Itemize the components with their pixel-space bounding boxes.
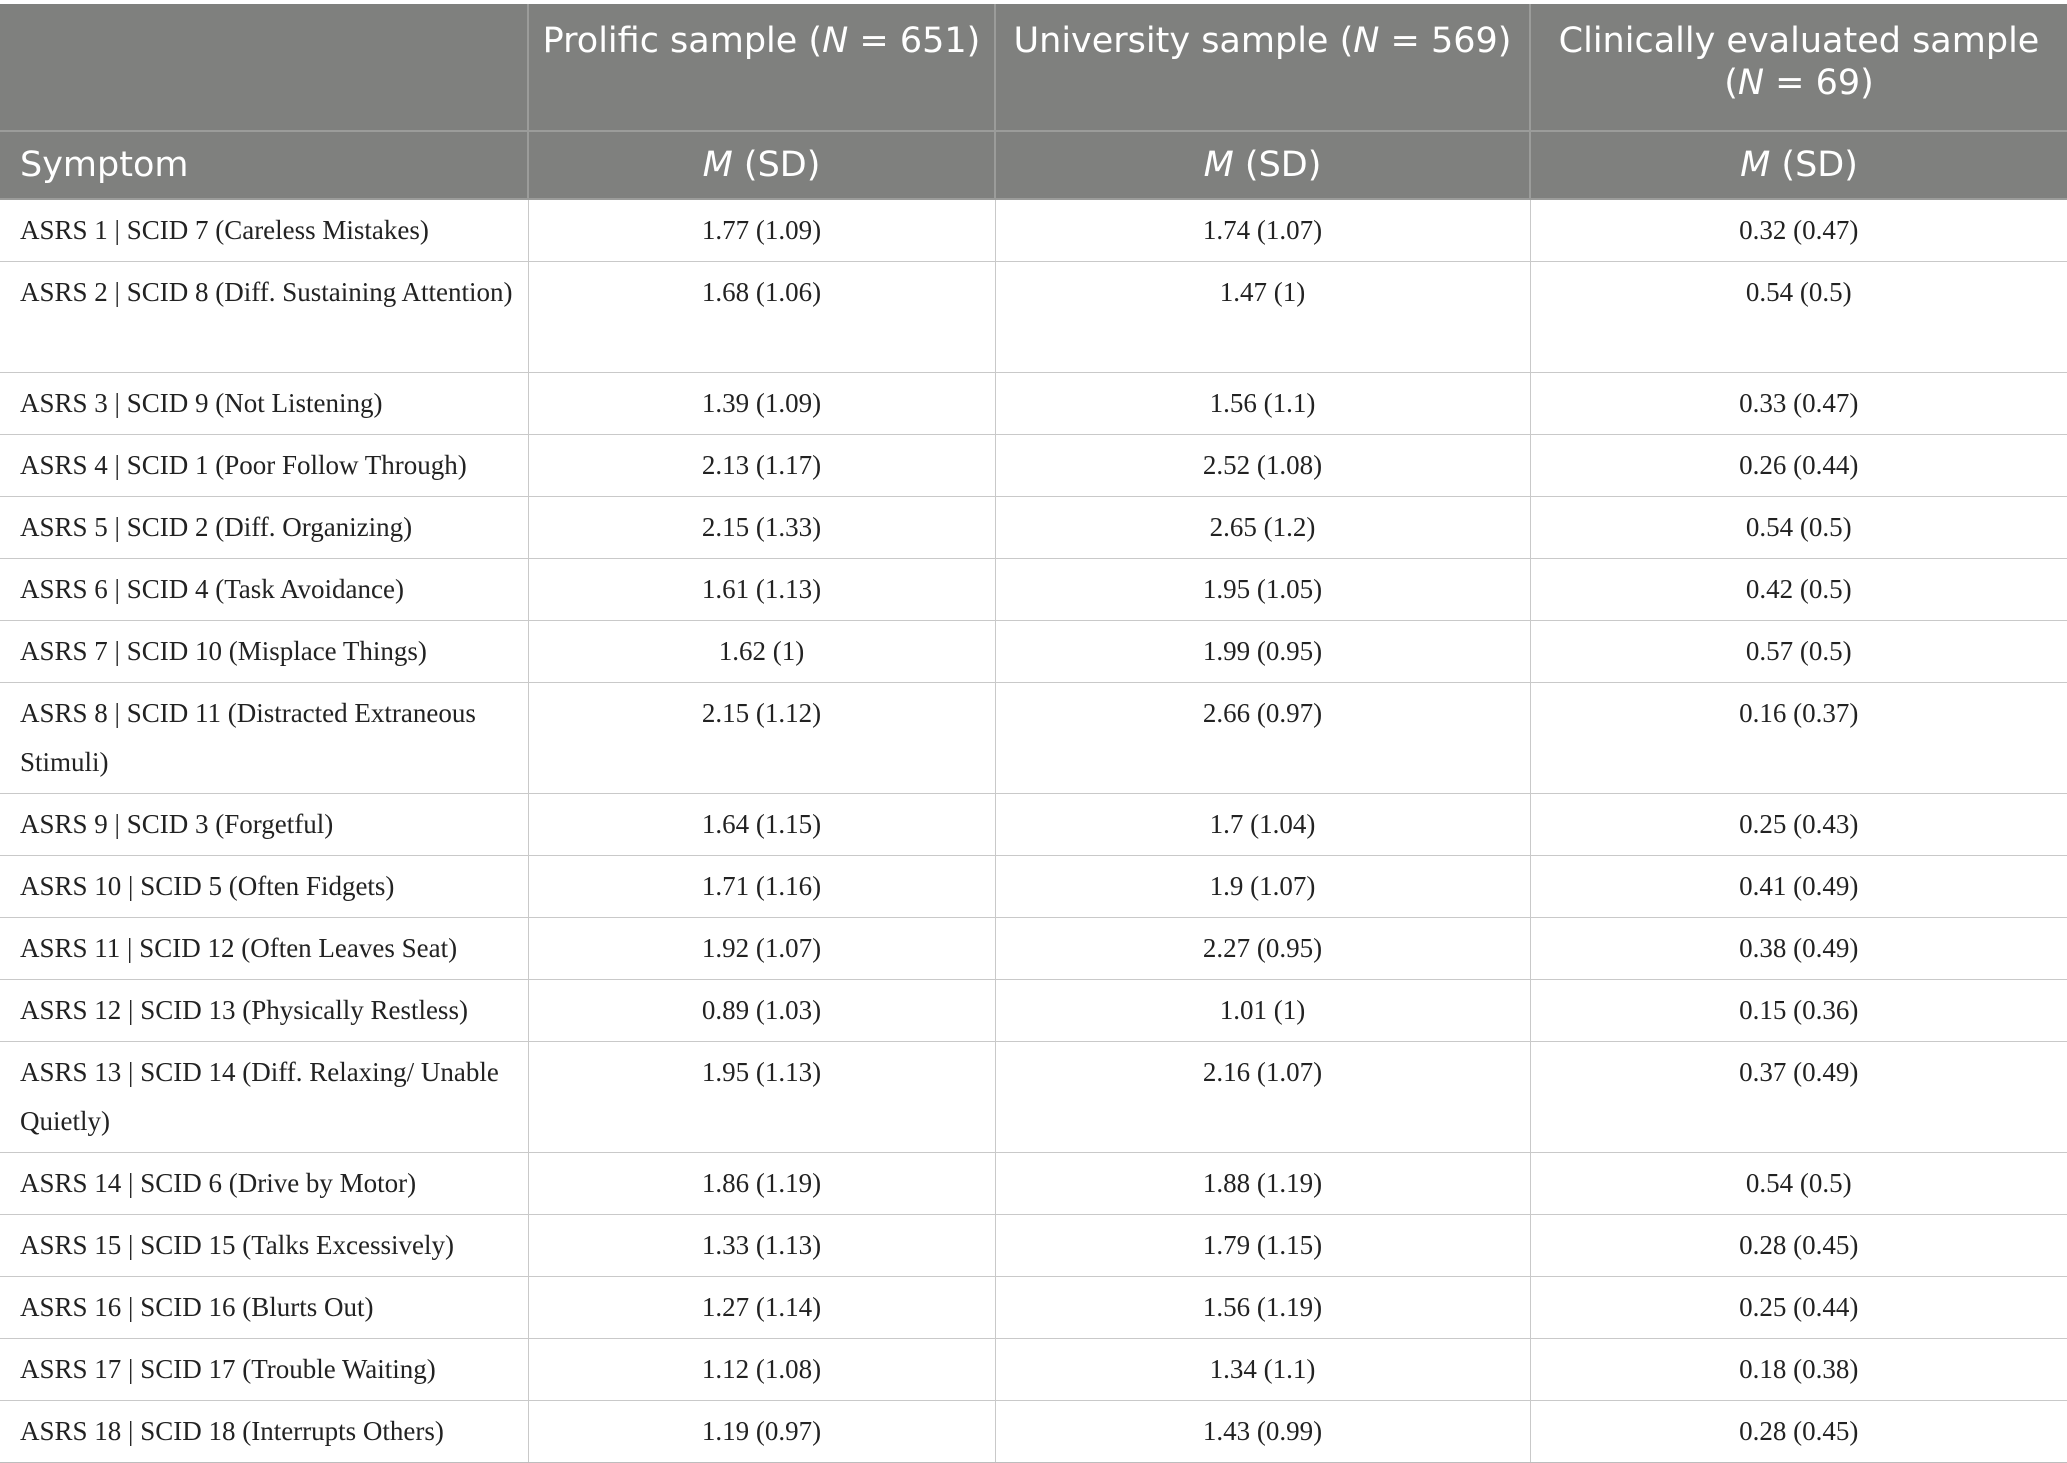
university-cell: 1.43 (0.99): [995, 1401, 1530, 1463]
prolific-cell: 1.12 (1.08): [528, 1339, 995, 1401]
university-cell: 1.47 (1): [995, 262, 1530, 373]
clinical-cell: 0.32 (0.47): [1530, 199, 2067, 262]
clinical-cell: 0.26 (0.44): [1530, 435, 2067, 497]
university-cell: 1.01 (1): [995, 980, 1530, 1042]
university-cell: 1.74 (1.07): [995, 199, 1530, 262]
table-row: [0, 1153, 2067, 1215]
symptom-cell: ASRS 5 | SCID 2 (Diff. Organizing): [0, 497, 528, 559]
prolific-cell: 1.95 (1.13): [528, 1042, 995, 1153]
symptom-cell: ASRS 18 | SCID 18 (Interrupts Others): [0, 1401, 528, 1463]
university-cell: 2.66 (0.97): [995, 683, 1530, 794]
symptom-cell: ASRS 11 | SCID 12 (Often Leaves Seat): [0, 918, 528, 980]
table-row: [0, 1042, 2067, 1153]
prolific-cell: 1.71 (1.16): [528, 856, 995, 918]
table-row: [0, 373, 2067, 435]
header-msd-clinical: M (SD): [1530, 131, 2067, 199]
clinical-cell: 0.41 (0.49): [1530, 856, 2067, 918]
symptom-cell: ASRS 4 | SCID 1 (Poor Follow Through): [0, 435, 528, 497]
prolific-cell: 1.86 (1.19): [528, 1153, 995, 1215]
clinical-cell: 0.42 (0.5): [1530, 559, 2067, 621]
symptom-cell: ASRS 9 | SCID 3 (Forgetful): [0, 794, 528, 856]
university-cell: 1.56 (1.1): [995, 373, 1530, 435]
table-row: [0, 199, 2067, 262]
clinical-cell: 0.28 (0.45): [1530, 1401, 2067, 1463]
symptom-cell: ASRS 2 | SCID 8 (Diff. Sustaining Attention): [0, 262, 528, 373]
university-cell: 2.65 (1.2): [995, 497, 1530, 559]
symptom-means-table: [0, 4, 2067, 1463]
prolific-cell: 2.13 (1.17): [528, 435, 995, 497]
table-row: [0, 1339, 2067, 1401]
table-row: [0, 1215, 2067, 1277]
university-cell: 2.52 (1.08): [995, 435, 1530, 497]
table-row: [0, 1277, 2067, 1339]
university-cell: 1.95 (1.05): [995, 559, 1530, 621]
prolific-cell: 1.19 (0.97): [528, 1401, 995, 1463]
university-cell: 1.79 (1.15): [995, 1215, 1530, 1277]
table-row: [0, 621, 2067, 683]
symptom-cell: ASRS 3 | SCID 9 (Not Listening): [0, 373, 528, 435]
prolific-cell: 1.77 (1.09): [528, 199, 995, 262]
university-cell: 1.7 (1.04): [995, 794, 1530, 856]
clinical-cell: 0.28 (0.45): [1530, 1215, 2067, 1277]
university-cell: 1.99 (0.95): [995, 621, 1530, 683]
symptom-cell: ASRS 7 | SCID 10 (Misplace Things): [0, 621, 528, 683]
university-cell: 1.34 (1.1): [995, 1339, 1530, 1401]
header-msd-university: M (SD): [995, 131, 1530, 199]
prolific-cell: 2.15 (1.33): [528, 497, 995, 559]
symptom-cell: ASRS 17 | SCID 17 (Trouble Waiting): [0, 1339, 528, 1401]
table-row: [0, 1401, 2067, 1463]
clinical-cell: 0.15 (0.36): [1530, 980, 2067, 1042]
header-symptom: Symptom: [0, 131, 528, 199]
symptom-cell: ASRS 8 | SCID 11 (Distracted Extraneous Stimuli): [0, 683, 528, 794]
university-cell: 1.56 (1.19): [995, 1277, 1530, 1339]
symptom-cell: ASRS 13 | SCID 14 (Diff. Relaxing/ Unable Quietly): [0, 1042, 528, 1153]
clinical-cell: 0.25 (0.43): [1530, 794, 2067, 856]
table-row: [0, 497, 2067, 559]
prolific-cell: 1.33 (1.13): [528, 1215, 995, 1277]
clinical-cell: 0.25 (0.44): [1530, 1277, 2067, 1339]
prolific-cell: 2.15 (1.12): [528, 683, 995, 794]
prolific-cell: 1.64 (1.15): [528, 794, 995, 856]
table-row: [0, 856, 2067, 918]
table-row: [0, 794, 2067, 856]
table-row: [0, 918, 2067, 980]
university-cell: 1.9 (1.07): [995, 856, 1530, 918]
clinical-cell: 0.54 (0.5): [1530, 262, 2067, 373]
prolific-cell: 1.62 (1): [528, 621, 995, 683]
university-cell: 2.27 (0.95): [995, 918, 1530, 980]
university-cell: 1.88 (1.19): [995, 1153, 1530, 1215]
table-row: [0, 683, 2067, 794]
table-row: [0, 435, 2067, 497]
header-empty-cell: [0, 4, 528, 131]
clinical-cell: 0.16 (0.37): [1530, 683, 2067, 794]
clinical-cell: 0.54 (0.5): [1530, 1153, 2067, 1215]
header-clinical-sample: Clinically evaluated sample (N = 69): [1530, 4, 2067, 131]
clinical-cell: 0.33 (0.47): [1530, 373, 2067, 435]
table-row: [0, 559, 2067, 621]
clinical-cell: 0.54 (0.5): [1530, 497, 2067, 559]
symptom-cell: ASRS 15 | SCID 15 (Talks Excessively): [0, 1215, 528, 1277]
prolific-cell: 1.92 (1.07): [528, 918, 995, 980]
clinical-cell: 0.37 (0.49): [1530, 1042, 2067, 1153]
clinical-cell: 0.18 (0.38): [1530, 1339, 2067, 1401]
clinical-cell: 0.57 (0.5): [1530, 621, 2067, 683]
table-header: [0, 4, 2067, 199]
header-university-sample: University sample (N = 569): [995, 4, 1530, 131]
symptom-cell: ASRS 16 | SCID 16 (Blurts Out): [0, 1277, 528, 1339]
prolific-cell: 1.68 (1.06): [528, 262, 995, 373]
symptom-cell: ASRS 6 | SCID 4 (Task Avoidance): [0, 559, 528, 621]
university-cell: 2.16 (1.07): [995, 1042, 1530, 1153]
header-row-samples: [0, 4, 2067, 131]
table-body: [0, 199, 2067, 1463]
clinical-cell: 0.38 (0.49): [1530, 918, 2067, 980]
header-row-stats: [0, 131, 2067, 199]
prolific-cell: 1.27 (1.14): [528, 1277, 995, 1339]
symptom-cell: ASRS 1 | SCID 7 (Careless Mistakes): [0, 199, 528, 262]
symptom-cell: ASRS 12 | SCID 13 (Physically Restless): [0, 980, 528, 1042]
prolific-cell: 1.39 (1.09): [528, 373, 995, 435]
header-prolific-sample: Prolific sample (N = 651): [528, 4, 995, 131]
header-msd-prolific: M (SD): [528, 131, 995, 199]
symptom-cell: ASRS 10 | SCID 5 (Often Fidgets): [0, 856, 528, 918]
prolific-cell: 0.89 (1.03): [528, 980, 995, 1042]
prolific-cell: 1.61 (1.13): [528, 559, 995, 621]
table-row: [0, 980, 2067, 1042]
symptom-cell: ASRS 14 | SCID 6 (Drive by Motor): [0, 1153, 528, 1215]
table-row: [0, 262, 2067, 373]
